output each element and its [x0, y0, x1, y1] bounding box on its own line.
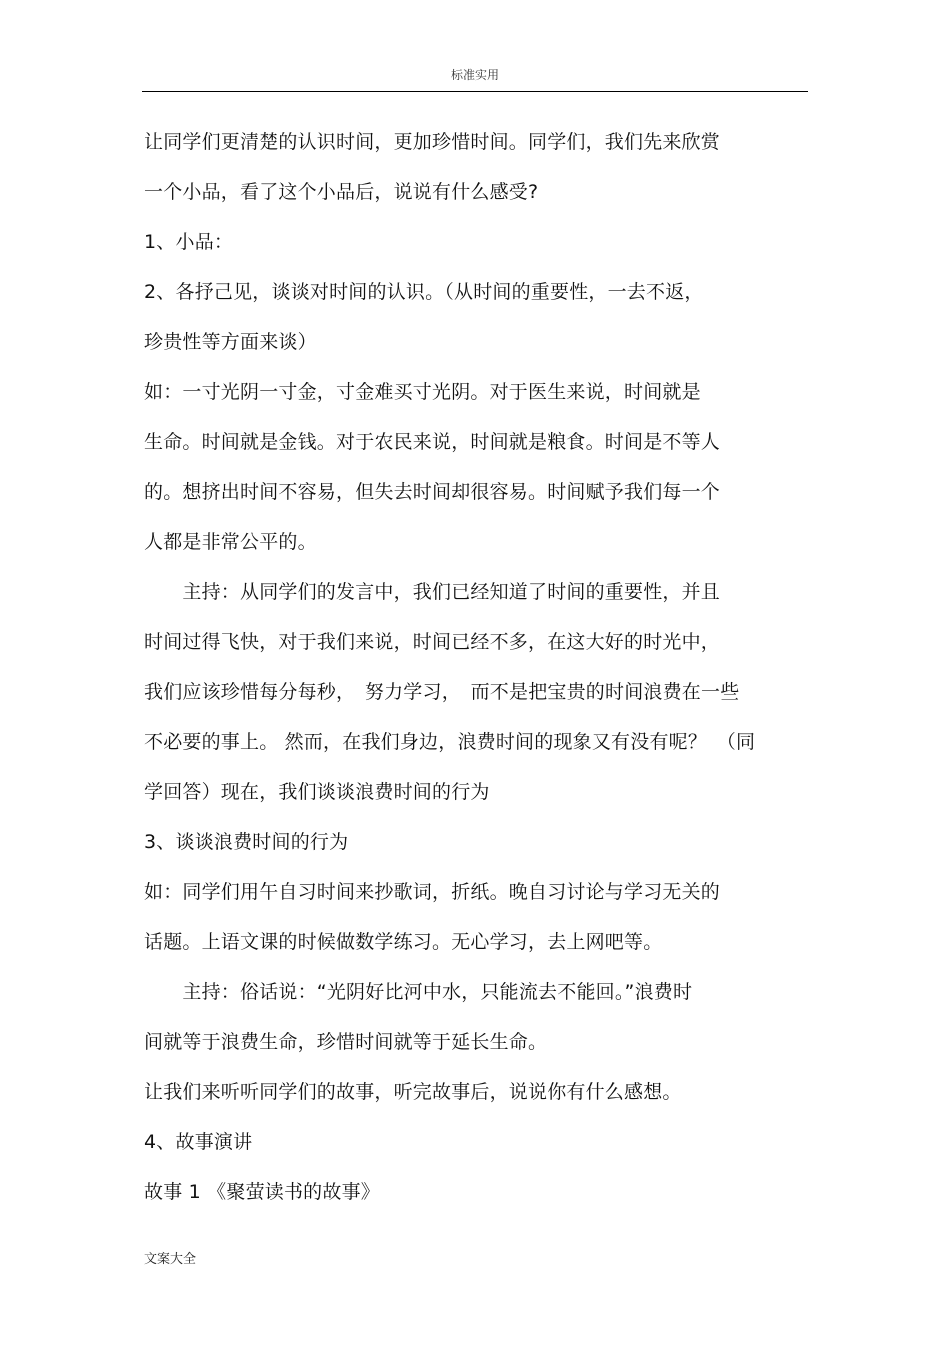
body-line: 让我们来听听同学们的故事，听完故事后，说说你有什么感想。: [144, 1081, 682, 1103]
body-line: 人都是非常公平的。: [144, 531, 317, 553]
body-line: 1、小品：: [144, 231, 234, 253]
body-line: 4、故事演讲: [144, 1131, 253, 1153]
header-divider: [142, 91, 808, 92]
body-line: 主持：从同学们的发言中，我们已经知道了时间的重要性，并且: [144, 581, 721, 603]
body-line: 如：一寸光阴一寸金，寸金难买寸光阴。对于医生来说，时间就是: [144, 381, 701, 403]
page-header: 标准实用: [450, 68, 499, 82]
page-footer: 文案大全: [144, 1252, 197, 1267]
body-line: 3、谈谈浪费时间的行为: [144, 831, 349, 853]
body-line: 我们应该珍惜每分每秒， 努力学习， 而不是把宝贵的时间浪费在一些: [144, 681, 740, 703]
body-line: 时间过得飞快，对于我们来说，时间已经不多，在这大好的时光中，: [144, 631, 721, 653]
body-line: 间就等于浪费生命，珍惜时间就等于延长生命。: [144, 1031, 548, 1053]
body-line: 让同学们更清楚的认识时间，更加珍惜时间。同学们，我们先来欣赏: [144, 131, 721, 153]
body-line: 一个小品，看了这个小品后，说说有什么感受?: [144, 181, 539, 203]
body-line: 不必要的事上。 然而，在我们身边，浪费时间的现象又有没有呢？ （同: [144, 731, 756, 753]
body-line: 如：同学们用午自习时间来抄歌词，折纸。晚自习讨论与学习无关的: [144, 881, 721, 903]
body-line: 话题。上语文课的时候做数学练习。无心学习，去上网吧等。: [144, 931, 663, 953]
body-line: 生命。时间就是金钱。对于农民来说，时间就是粮食。时间是不等人: [144, 431, 721, 453]
body-line: 故事 1 《聚萤读书的故事》: [144, 1181, 380, 1203]
body-line: 学回答）现在，我们谈谈浪费时间的行为: [144, 781, 490, 803]
body-line: 珍贵性等方面来谈）: [144, 331, 317, 353]
body-line: 2、各抒己见，谈谈对时间的认识。（从时间的重要性，一去不返，: [144, 281, 704, 303]
body-line: 的。想挤出时间不容易，但失去时间却很容易。时间赋予我们每一个: [144, 481, 721, 503]
body-line: 主持：俗话说：“光阴好比河中水，只能流去不能回。”浪费时: [144, 981, 693, 1003]
